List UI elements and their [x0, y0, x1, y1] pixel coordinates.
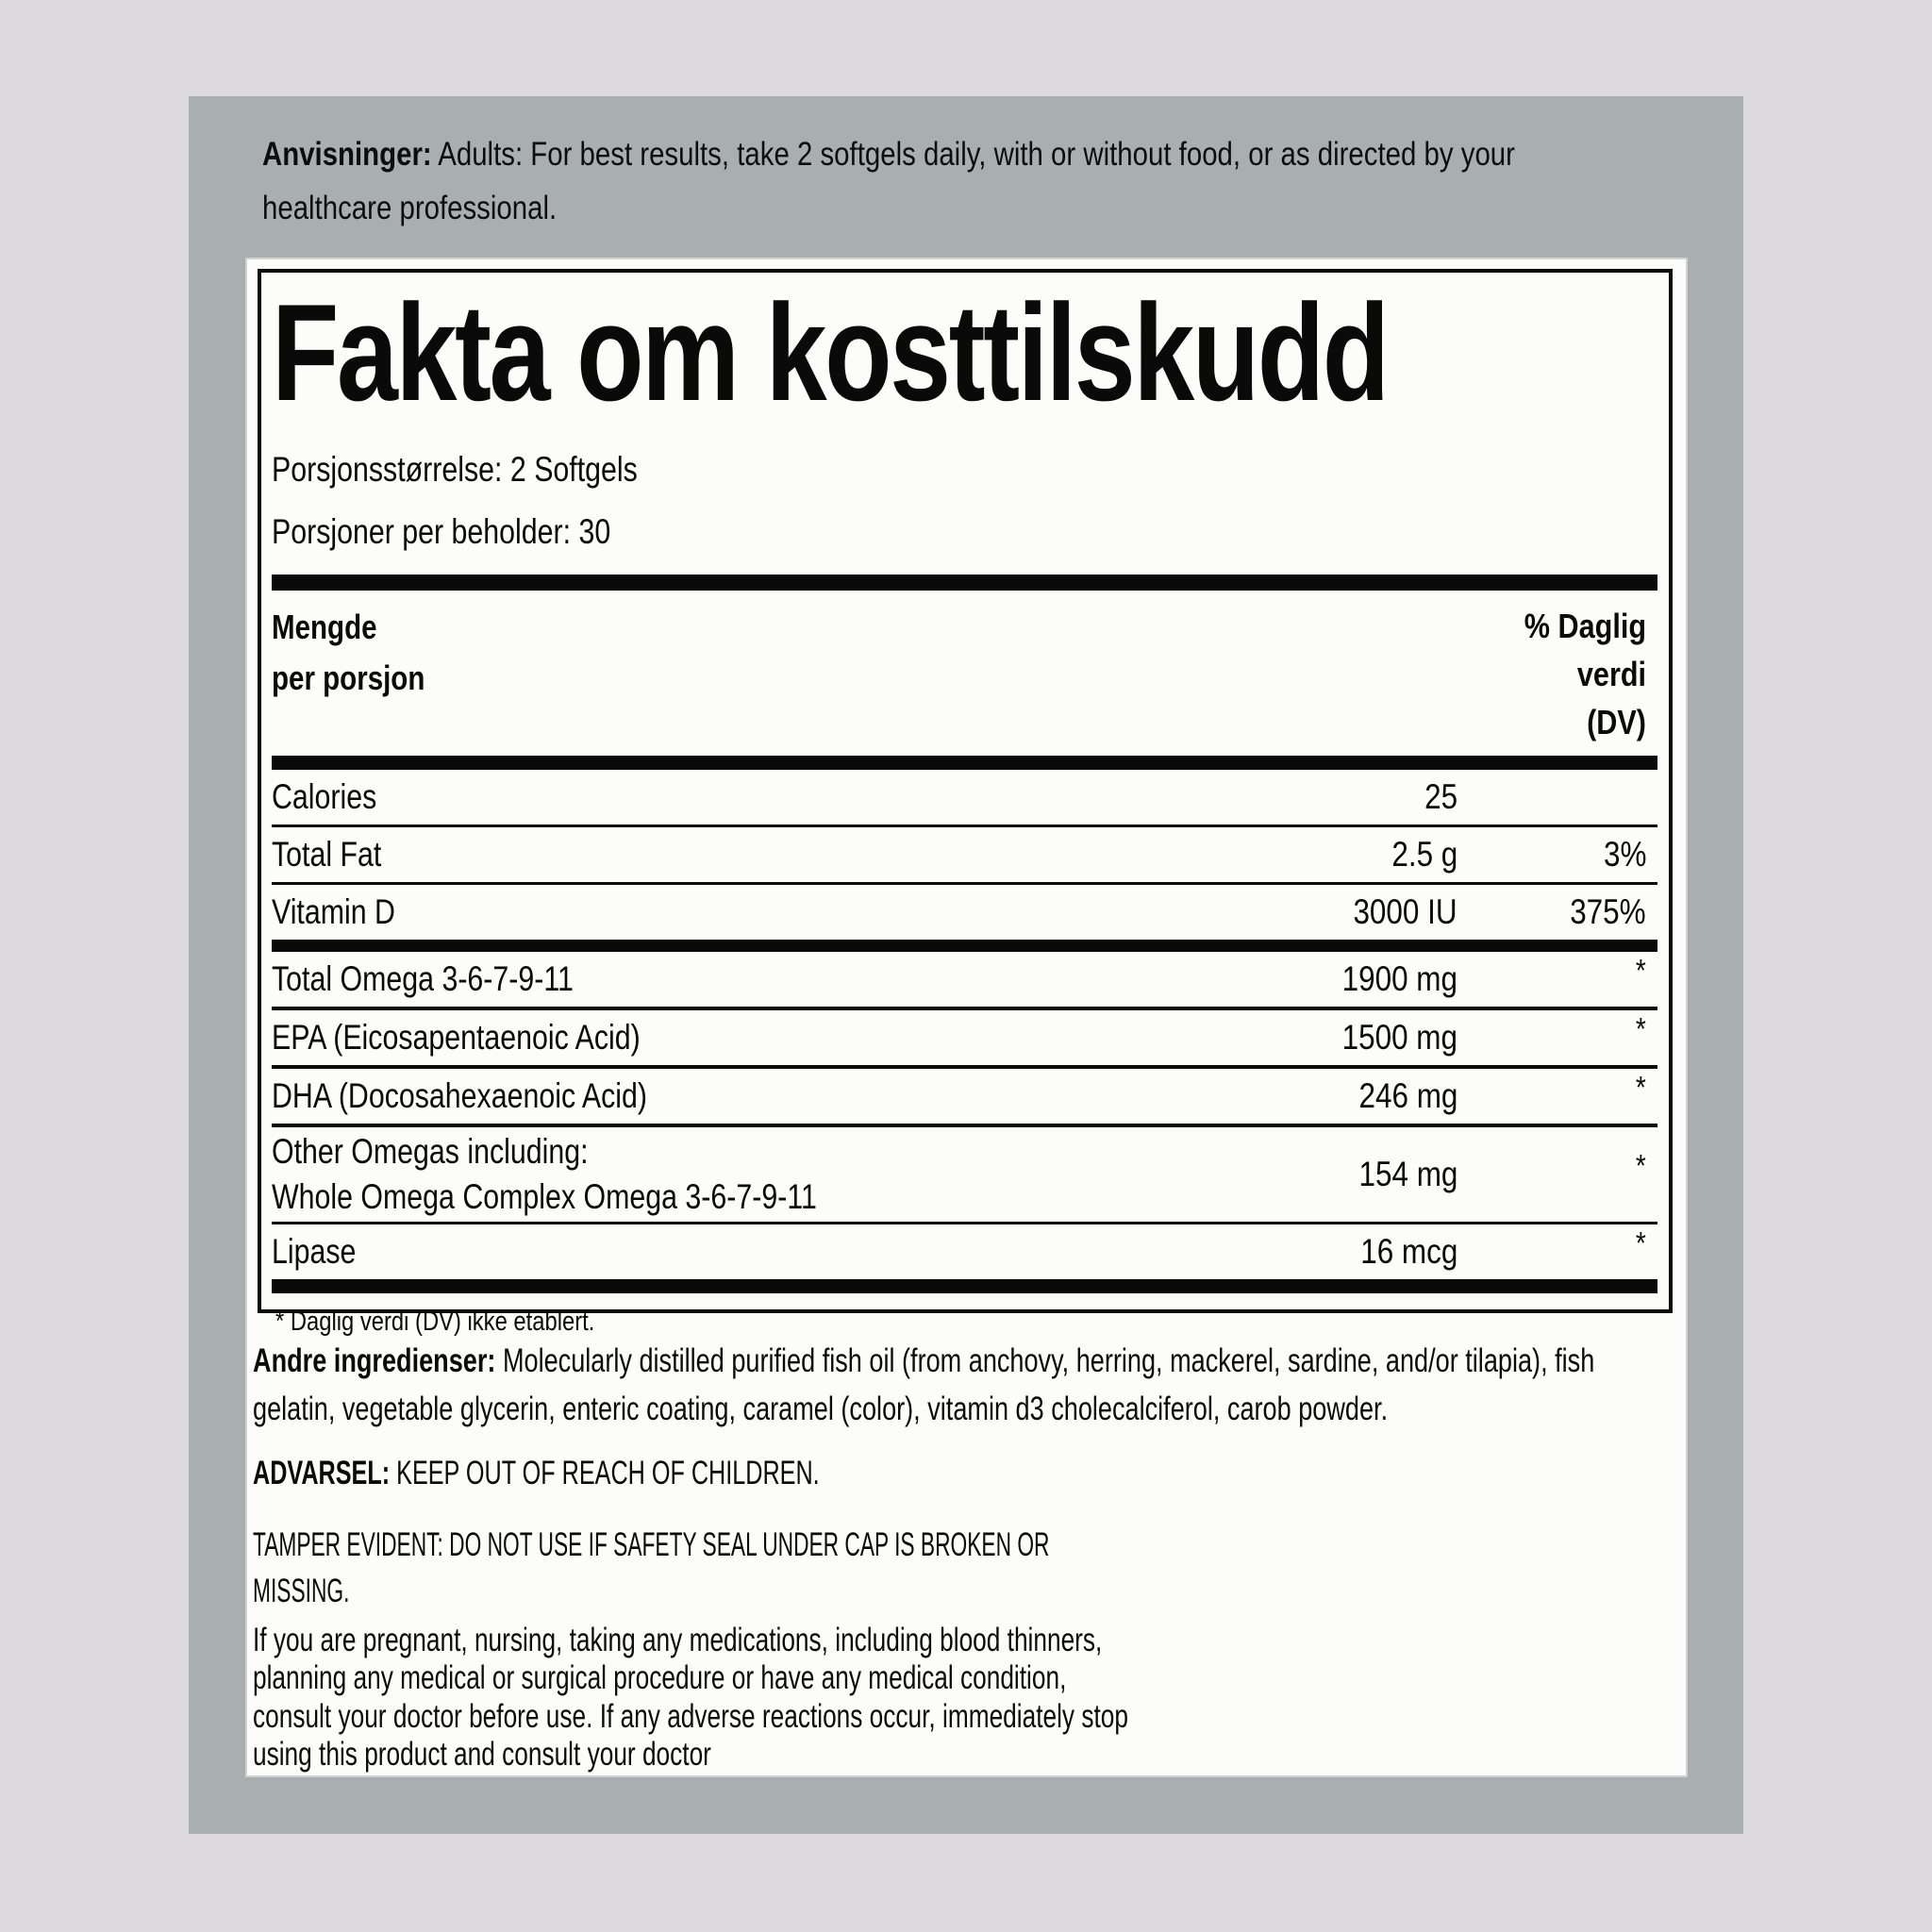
- header-daily-value: % Daglig verdi (DV): [1524, 607, 1646, 742]
- supplement-facts-box: [258, 269, 1673, 1338]
- directions-body: Adults: For best results, take 2 softgels daily, with or without food, or as directed by your healthcare professional.: [262, 136, 1515, 226]
- serving-size: Porsjonsstørrelse: 2 Softgels: [272, 450, 638, 489]
- label-gray-panel: [189, 96, 1743, 1834]
- table-row: Lipase 16 mcg *: [272, 1225, 1646, 1272]
- directions-text: [262, 128, 1641, 235]
- table-row: Other Omegas including: Whole Omega Complex Omega 3-6-7-9-11 154 mg *: [272, 1127, 1657, 1224]
- divider-bar-thick: [272, 1279, 1657, 1293]
- directions-label: Anvisninger:: [262, 136, 432, 173]
- tamper-evident-text: TAMPER EVIDENT: DO NOT USE IF SAFETY SEAL UNDER CAP IS BROKEN OR MISSING.: [253, 1526, 1050, 1609]
- table-row: Total Omega 3-6-7-9-11 1900 mg *: [272, 952, 1657, 1010]
- warning-label: ADVARSEL:: [253, 1455, 391, 1491]
- header-amount-per-serving: Mengde per porsjon: [272, 608, 425, 697]
- table-row: Total Fat 2.5 g 3%: [272, 827, 1657, 885]
- supplement-facts-label: [247, 259, 1686, 1775]
- table-row: DHA (Docosahexaenoic Acid) 246 mg *: [272, 1069, 1657, 1127]
- table-row: Vitamin D 3000 IU 375%: [272, 892, 1646, 932]
- divider-bar-thick: [272, 940, 1657, 952]
- other-ingredients-text: Andre ingredienser: Molecularly distilled purified fish oil (from anchovy, herring, mackerel, sardine, and/or tilapia), fish gelatin, vegetable glycerin, enteric coating, caramel (color), vitamin d3 cholecalciferol, carob powder.: [253, 1342, 1595, 1427]
- warning-text: ADVARSEL: KEEP OUT OF REACH OF CHILDREN.: [253, 1455, 820, 1491]
- divider-bar-thick: [272, 756, 1657, 770]
- pregnancy-advisory-text: If you are pregnant, nursing, taking any medications, including blood thinners, planning any medical or surgical procedure or have any medical condition, consult your doctor before use. If any adverse reactions occur, immediately stop using this product and consult your doctor: [253, 1622, 1128, 1773]
- table-row: Calories 25: [272, 770, 1657, 827]
- divider-bar-thick: [272, 575, 1657, 591]
- other-ingredients-label: Andre ingredienser:: [253, 1342, 496, 1379]
- table-header: [272, 591, 1657, 756]
- servings-per-container: Porsjoner per beholder: 30: [272, 512, 611, 551]
- daily-value-footnote: * Daglig verdi (DV) ikke etablert.: [275, 1307, 595, 1338]
- table-row: EPA (Eicosapentaenoic Acid) 1500 mg *: [272, 1010, 1657, 1069]
- facts-title: Fakta om kosttilskudd: [272, 275, 1388, 429]
